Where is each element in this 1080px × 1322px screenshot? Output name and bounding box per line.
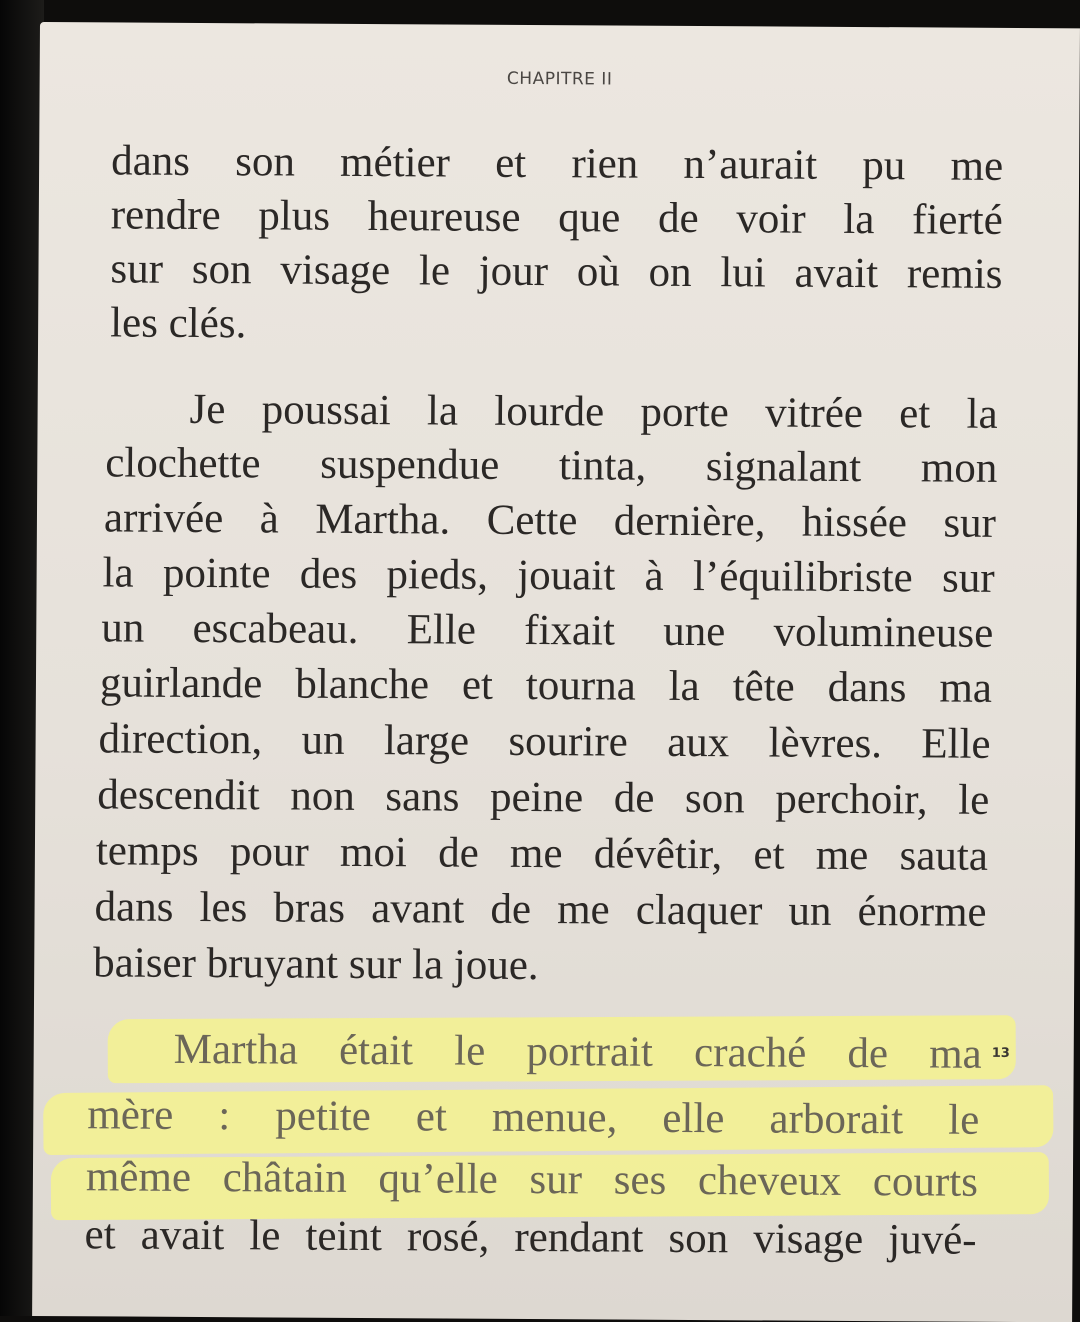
text-line: baiser bruyant sur la joue. (93, 939, 539, 990)
ebook-page[interactable] (32, 22, 1080, 1322)
text-line: sur son visage le jour où on lui avait remis (110, 245, 1003, 298)
text-line: arrivée à Martha. Cette dernière, hissée sur (103, 494, 997, 547)
text-line: dans les bras avant de me claquer un énorme (94, 883, 987, 936)
page-number: 13 (991, 1045, 1010, 1061)
highlighted-text-line: mère : petite et menue, elle arborait le (87, 1091, 980, 1144)
text-line: guirlande blanche et tourna la tête dans ma (99, 659, 993, 712)
text-line: Je poussai la lourde porte vitrée et la (189, 385, 998, 438)
chapter-header: CHAPITRE II (506, 68, 613, 90)
text-line: la pointe des pieds, jouait à l’équilibriste sur (102, 549, 995, 602)
text-line: et avait le teint rosé, rendant son visage juvé- (84, 1211, 977, 1264)
highlighted-text-line: même châtain qu’elle sur ses cheveux courts (85, 1153, 979, 1206)
text-line: un escabeau. Elle fixait une volumineuse (101, 604, 994, 657)
text-line: clochette suspendue tinta, signalant mon (105, 439, 998, 492)
text-line: dans son métier et rien n’aurait pu me (111, 137, 1004, 190)
text-line: descendit non sans peine de son perchoir, le (97, 771, 990, 824)
text-line: les clés. (110, 299, 247, 348)
text-line: direction, un large sourire aux lèvres. Elle (98, 715, 991, 768)
text-line: temps pour moi de me dévêtir, et me sauta (95, 827, 989, 880)
highlighted-text-line: Martha était le portrait craché de ma (173, 1025, 982, 1078)
text-line: rendre plus heureuse que de voir la fierté (110, 191, 1003, 244)
